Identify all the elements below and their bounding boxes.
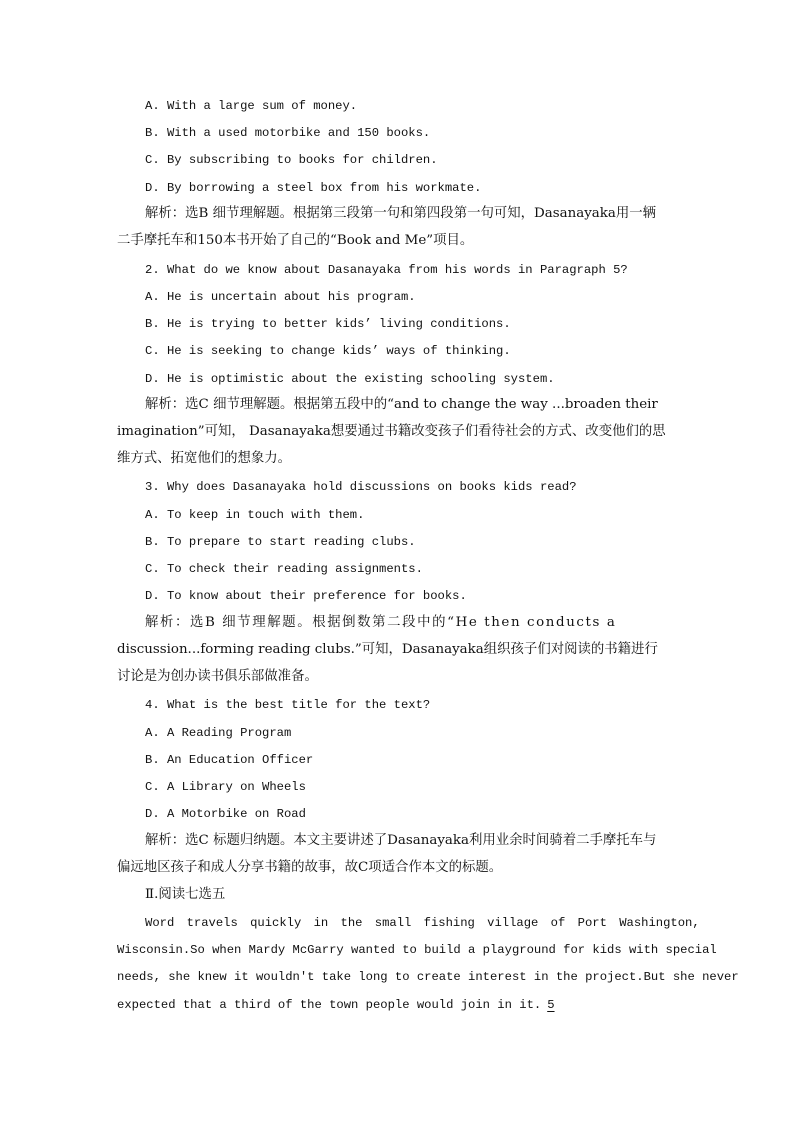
q2-option-c: C. He is seeking to change kids’ ways of thinking. [145,344,511,358]
q3-option-d: D. To know about their preference for books. [145,589,467,603]
q2-analysis-line2: imagination”可知， Dasanayaka想要通过书籍改变孩子们看待社会的方式、改变他们的思 [117,424,666,439]
q1-analysis-line1: 解析：选B 细节理解题。根据第三段第一句和第四段第一句可知，Dasanayaka用一辆 [145,206,657,221]
q3-analysis-line2: discussion...forming reading clubs.”可知，Dasanayaka组织孩子们对阅读的书籍进行 [117,642,658,657]
passage-line3: needs, she knew it wouldn't take long to create interest in the project.But she never [117,970,739,984]
q3-question: 3. Why does Dasanayaka hold discussions on books kids read? [145,480,577,494]
q2-question: 2. What do we know about Dasanayaka from his words in Paragraph 5? [145,263,628,277]
q2-option-b: B. He is trying to better kids’ living conditions. [145,317,511,331]
q4-question: 4. What is the best title for the text? [145,698,431,712]
passage-line4 [117,997,557,1013]
passage-line2: Wisconsin.So when Mardy McGarry wanted to build a playground for kids with special [117,943,717,957]
passage-line4-text: expected that a third of the town people would join in it. [117,998,542,1012]
q1-option-d: D. By borrowing a steel box from his workmate. [145,181,482,195]
passage-line1: Word travels quickly in the small fishing village of Port Washington, [145,916,700,930]
q4-option-b: B. An Education Officer [145,753,314,767]
q4-option-a: A. A Reading Program [145,726,292,740]
q1-option-b: B. With a used motorbike and 150 books. [145,126,431,140]
q2-option-a: A. He is uncertain about his program. [145,290,416,304]
answer-blank: 5 [547,998,555,1012]
q4-analysis-line2: 偏远地区孩子和成人分享书籍的故事，故C项适合作本文的标题。 [117,860,503,875]
q2-option-d: D. He is optimistic about the existing schooling system. [145,372,555,386]
q2-analysis-line3: 维方式、拓宽他们的想象力。 [117,451,292,466]
q2-analysis-line1: 解析：选C 细节理解题。根据第五段中的“and to change the way ...broaden their [145,397,658,412]
q3-analysis-line1: 解析：选B 细节理解题。根据倒数第二段中的“He then conducts a [145,615,617,630]
q4-analysis-line1: 解析：选C 标题归纳题。本文主要讲述了Dasanayaka利用业余时间骑着二手摩托车与 [145,833,657,848]
q1-option-a: A. With a large sum of money. [145,99,358,113]
q3-option-c: C. To check their reading assignments. [145,562,423,576]
q3-option-a: A. To keep in touch with them. [145,508,365,522]
q4-option-c: C. A Library on Wheels [145,780,306,794]
q1-option-c: C. By subscribing to books for children. [145,153,438,167]
section-heading: Ⅱ.阅读七选五 [145,887,226,902]
q3-option-b: B. To prepare to start reading clubs. [145,535,416,549]
q3-analysis-line3: 讨论是为创办读书俱乐部做准备。 [117,669,318,684]
q4-option-d: D. A Motorbike on Road [145,807,306,821]
q1-analysis-line2: 二手摩托车和150本书开始了自己的“Book and Me”项目。 [117,233,474,248]
